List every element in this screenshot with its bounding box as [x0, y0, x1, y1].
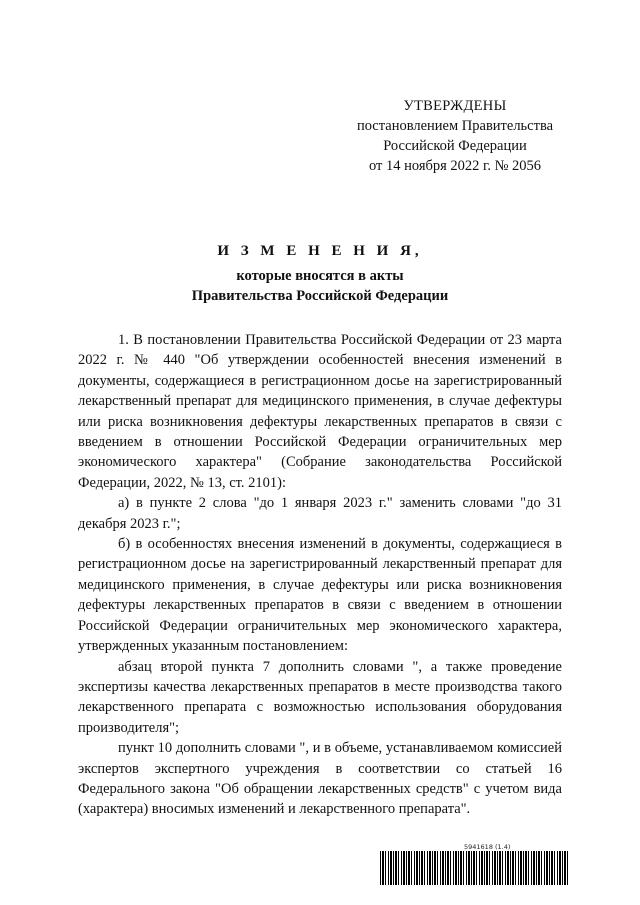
document-body [78, 330, 562, 820]
barcode [380, 851, 568, 885]
document-subtitle-1: которые вносятся в акты [236, 268, 404, 284]
document-title: И З М Е Н Е Н И Я, [217, 243, 423, 259]
paragraph-1: 1. В постановлении Правительства Российской Федерации от 23 марта 2022 г. № 440 "Об утверждении особенностей внесения изменений в документы, содержащиеся в регистрационном досье на зарегистрированный лекарственный препарат для медицинского применения, в случае дефектуры или риска возникновения дефектуры лекарственных препаратов в связи с введением в отношении Российской Федерации ограничительных мер экономического характера" (Собрание законодательства Российской Федерации, 2022, № 13, ст. 2101): [78, 332, 562, 491]
paragraph-5: пункт 10 дополнить словами ", и в объеме, устанавливаемом комиссией экспертов экспертного учреждения в соответствии со статьей 16 Федерального закона "Об обращении лекарственных средств" с учетом вида (характера) вносимых изменений и лекарственного препарата". [78, 740, 562, 818]
paragraph-3: б) в особенностях внесения изменений в документы, содержащиеся в регистрационном досье на зарегистрированный лекарственный препарат для медицинского применения, в случае дефектуры или риска возникновения дефектуры лекарственных препаратов в связи с введением в отношении Российской Федерации ограничительных мер экономического характера, утвержденных указанным постановлением: [78, 536, 562, 655]
document-heading [80, 240, 560, 306]
approval-line-2: Российской Федерации [383, 138, 527, 154]
approval-stamp [330, 96, 580, 176]
document-code: 5941618 (1.4) [464, 843, 511, 851]
approval-title: УТВЕРЖДЕНЫ [403, 98, 507, 114]
approval-line-3: от 14 ноября 2022 г. № 2056 [368, 158, 542, 174]
paragraph-2: а) в пункте 2 слова "до 1 января 2023 г." заменить словами "до 31 декабря 2023 г."; [78, 495, 562, 532]
paragraph-4: абзац второй пункта 7 дополнить словами ", а также проведение экспертизы качества лекарственных препаратов в месте производства такого лекарственного препарата с возможностью использования оборудования производителя"; [78, 658, 562, 736]
document-subtitle-2: Правительства Российской Федерации [191, 288, 449, 304]
approval-line-1: постановлением Правительства [356, 118, 554, 134]
